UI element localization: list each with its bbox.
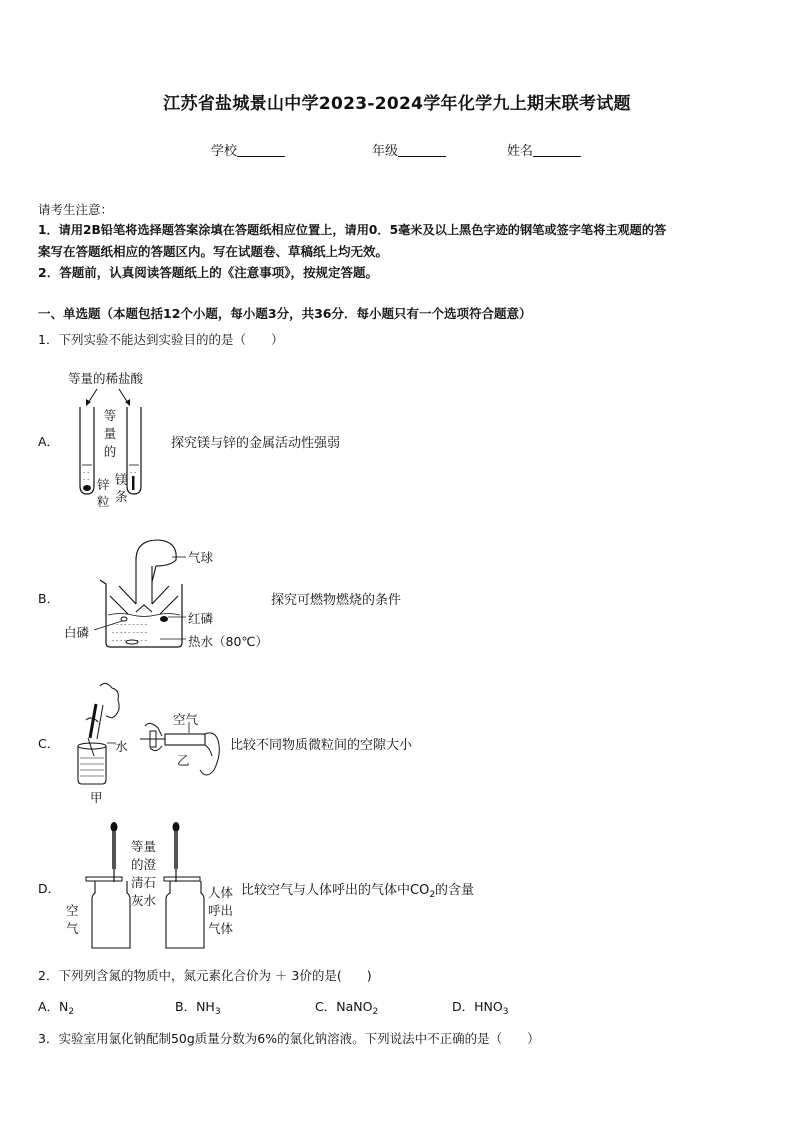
svg-text:- -: - - <box>83 476 90 483</box>
section-1-heading: 一、单选题（本题包括12个小题，每小题3分，共36分．每小题只有一个选项符合题意） <box>38 306 532 321</box>
q1-option-b-desc: 探究可燃物燃烧的条件 <box>271 593 402 608</box>
q1-stem: 1．下列实验不能达到实验目的的是（ ） <box>38 332 284 347</box>
svg-text:- - - - - - - - -: - - - - - - - - - <box>112 621 147 628</box>
q2-option-d: D．$HNO_3$ <box>452 999 509 1017</box>
q1d-limewater-label: 等量 的澄 清石 灰水 <box>131 839 157 908</box>
svg-text:- - - - - - - - -: - - - - - - - - - <box>112 637 147 644</box>
q1-option-a-letter: A． <box>38 434 60 449</box>
q1d-air-label: 空 气 <box>66 903 79 936</box>
svg-text:- - - - - - - - -: - - - - - - - - - <box>112 629 147 636</box>
q2-option-c: C．NaNO$_2$ <box>315 999 379 1017</box>
svg-text:- -: - - <box>130 469 137 476</box>
q1a-equal-label: 等 量 的 <box>103 408 117 459</box>
q1b-hot-water-label: 热水（80℃） <box>188 634 268 649</box>
page-title: 江苏省盐城景山中学2023-2024学年化学九上期末联考试题 <box>163 94 631 114</box>
q1-option-b-letter: B． <box>38 591 60 606</box>
notice-line-1a: 1．请用2B铅笔将选择题答案涂填在答题纸相应位置上，请用0．5毫米及以上黑色字迹的钢笔或签字笔将主观题的答 <box>38 223 667 237</box>
q1d-breath-label: 人体 呼出 气体 <box>208 885 234 936</box>
q1c-jia-label: 甲 <box>90 790 103 805</box>
q1c-air-label: 空气 <box>173 712 199 727</box>
q1-option-c-desc: 比较不同物质微粒间的空隙大小 <box>230 738 413 753</box>
q1c-water-label: 水 <box>115 739 128 754</box>
q2-option-a: A．$N_2$ <box>38 999 75 1017</box>
q1a-zinc-label: 锌 粒 <box>97 477 110 509</box>
q2-option-b: B．$NH_3$ <box>175 999 221 1017</box>
school-label: 学校 <box>211 144 238 159</box>
q1b-white-p-label: 白磷 <box>64 625 90 640</box>
grade-label: 年级 <box>372 144 399 159</box>
svg-text:- -: - - <box>83 469 90 476</box>
q1a-acid-label: 等量的稀盐酸 <box>68 371 144 386</box>
q2-stem: 2．下列列含氮的物质中，氮元素化合价为 ＋ 3价的是( ) <box>38 968 372 983</box>
q1-option-d-desc: 比较空气与人体呼出的气体中$CO_2$的含量 <box>241 883 475 900</box>
q1c-yi-label: 乙 <box>177 753 190 768</box>
q1-option-a-desc: 探究镁与锌的金属活动性强弱 <box>171 436 341 451</box>
notice-line-2: 2．答题前，认真阅读答题纸上的《注意事项》，按规定答题。 <box>38 265 378 280</box>
q1b-red-p-label: 红磷 <box>188 611 214 626</box>
q1-option-c-letter: C． <box>38 736 60 751</box>
q3-stem: 3．实验室用氯化钠配制50g质量分数为6%的氯化钠溶液。下列说法中不正确的是（ ） <box>38 1031 540 1046</box>
q1-option-d-letter: D． <box>38 881 61 896</box>
notice-line-1b: 案写在答题纸相应的答题区内。写在试题卷、草稿纸上均无效。 <box>38 244 389 259</box>
name-label: 姓名 <box>507 144 534 159</box>
q1a-mg-label: 镁 条 <box>115 472 128 504</box>
q1b-balloon-label: 气球 <box>188 550 214 565</box>
notice-heading: 请考生注意： <box>38 202 114 217</box>
